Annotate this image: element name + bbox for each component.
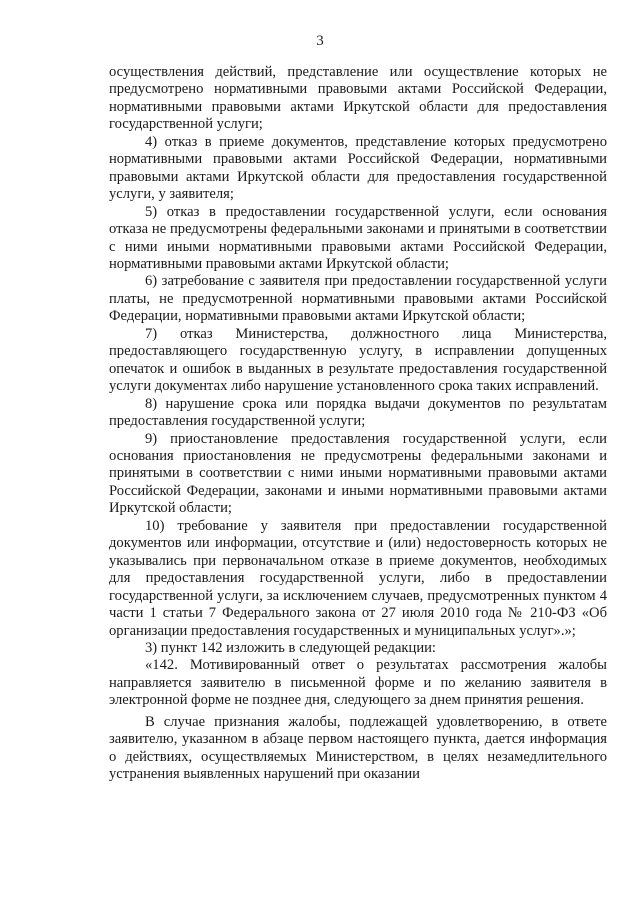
paragraph-item-8: 8) нарушение срока или порядка выдачи документов по результатам предоставления государственной услуги; xyxy=(109,395,607,430)
paragraph-item-10: 10) требование у заявителя при предоставлении государственной документов или информации, отсутствие и (или) недостоверность которых не указывались при первоначальном отказе в приеме документов, необходимых для предоставления государственной услуги, либо в предоставлении государственной услуги, за исключением случаев, предусмотренных пунктом 4 части 1 статьи 7 Федерального закона от 27 июля 2010 года № 210-ФЗ «Об организации предоставления государственных и муниципальных услуг».»; xyxy=(109,517,607,639)
paragraph-item-9: 9) приостановление предоставления государственной услуги, если основания приостановления не предусмотрены федеральными законами и принятыми в соответствии с ними иными нормативными правовыми актами Российской Федерации, законами и иными нормативными правовыми актами Иркутской области; xyxy=(109,430,607,517)
paragraph-item-5: 5) отказ в предоставлении государственной услуги, если основания отказа не предусмотрены федеральными законами и принятыми в соответствии с ними иными нормативными правовыми актами Российской Федерации, нормативными правовыми актами Иркутской области; xyxy=(109,203,607,272)
paragraph-item-6: 6) затребование с заявителя при предоставлении государственной услуги платы, не предусмотренной нормативными правовыми актами Российской Федерации, нормативными правовыми актами Иркутской области; xyxy=(109,273,607,325)
paragraph-142: «142. Мотивированный ответ о результатах рассмотрения жалобы направляется заявителю в письменной форме и по желанию заявителя в электронной форме не позднее дня, следующего за днем принятия решения. xyxy=(109,657,607,709)
paragraph-item-4: 4) отказ в приеме документов, представление которых предусмотрено нормативными правовыми актами Российской Федерации, нормативными правовыми актами Иркутской области для предоставления государственной услуги, у заявителя; xyxy=(109,133,607,203)
paragraph-item-7: 7) отказ Министерства, должностного лица Министерства, предоставляющего государственную услугу, в исправлении допущенных опечаток и ошибок в выданных в результате предоставления государственной услуги документах либо нарушение установленного срока таких исправлений. xyxy=(109,325,607,395)
paragraph-complaint-satisfied: В случае признания жалобы, подлежащей удовлетворению, в ответе заявителю, указанном в абзаце первом настоящего пункта, дается информация о действиях, осуществляемых Министерством, в целях незамедлительного устранения выявленных нарушений при оказании xyxy=(109,713,607,783)
page-number: 3 xyxy=(316,33,324,49)
paragraph-continuation: осуществления действий, представление или осуществление которых не предусмотрено нормативными правовыми актами Российской Федерации, нормативными правовыми актами Иркутской области для предоставления государственной услуги; xyxy=(109,64,607,133)
paragraph-point-3: 3) пункт 142 изложить в следующей редакции: xyxy=(145,639,436,656)
document-body xyxy=(109,64,607,784)
